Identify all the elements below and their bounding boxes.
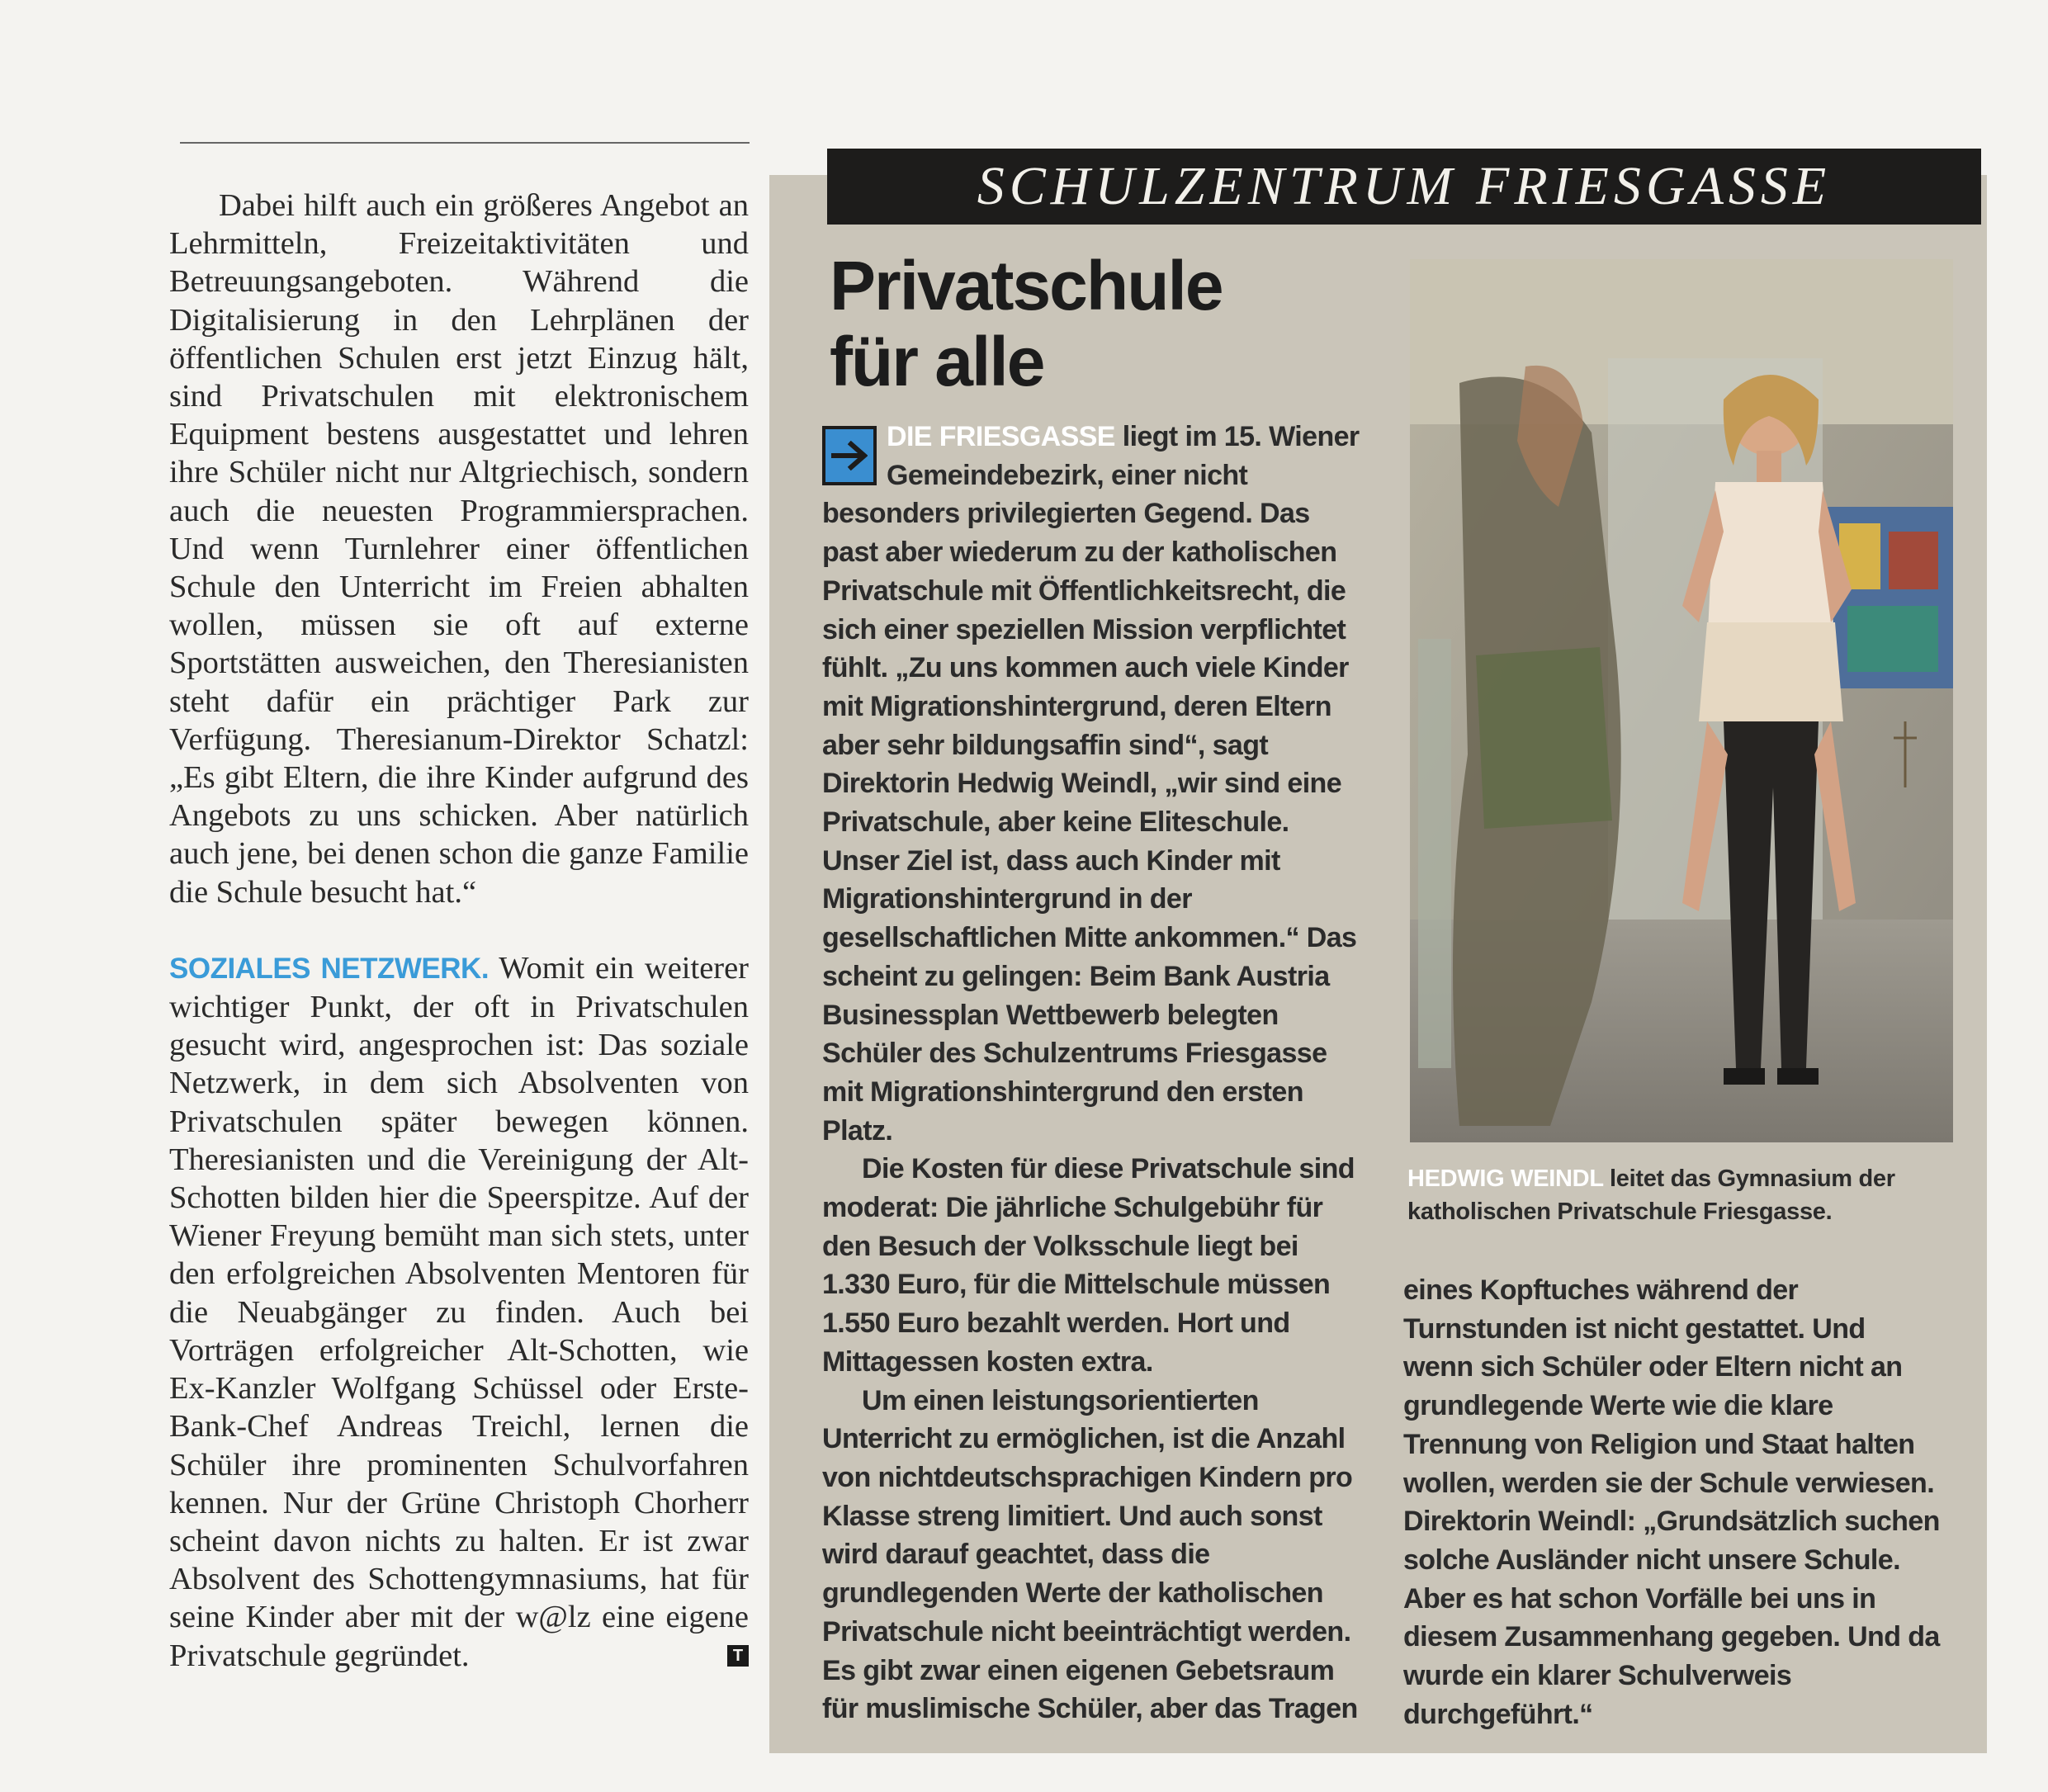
box-intro bbox=[822, 418, 1367, 1150]
caption-text: leitet das Gymnasium der katholischen Privatschule Friesgasse. bbox=[1407, 1166, 1895, 1225]
runin-heading: SOZIALES NETZWERK. bbox=[169, 952, 490, 985]
top-rule bbox=[180, 142, 750, 144]
headline-line-2: für alle bbox=[830, 323, 1044, 400]
box-headline bbox=[830, 248, 1374, 400]
box-text-right bbox=[1403, 1271, 1940, 1733]
left-paragraph-2 bbox=[169, 949, 749, 1675]
photo-caption bbox=[1407, 1162, 1952, 1228]
arrow-right-icon bbox=[822, 426, 877, 485]
box-kicker: DIE FRIESGASSE bbox=[887, 421, 1115, 452]
end-mark-icon: T bbox=[727, 1645, 749, 1667]
box-paragraph-4: eines Kopftuches während der Turnstunden ist nicht gestattet. Und wenn sich Schüler oder Eltern nicht an grundlegende Werte wie die klare Trennung von Religion und Staat halten wollen, werden sie der Schule verwiesen. Direktorin Weindl: „Grundsätzlich suchen solche Ausländer nicht unsere Schule. Aber es hat schon Vorfälle bei uns in diesem Zusammenhang gegeben. Und da wurde ein klarer Schulverweis durchgeführt.“ bbox=[1403, 1274, 1940, 1730]
box-intro-text: liegt im 15. Wiener Gemeindebezirk, einer nicht besonders privilegierten Gegend. Das past aber wiederum zu der katholischen Privatschule mit Öffentlichkeitsrecht, die sich einer speziellen Mission verpflichtet fühlt. „Zu uns kommen auch viele Kinder mit Migrationshintergrund, deren Eltern aber sehr bildungsaffin sind“, sagt Direktorin Hedwig Weindl, „wir sind eine Privatschule, aber keine Eliteschule. Unser Ziel ist, dass auch Kinder mit Migrationshintergrund in der gesellschaftlichen Mitte ankommen.“ Das scheint zu gelingen: Beim Bank Austria Businessplan Wettbewerb belegten Schüler des Schulzentrums Friesgasse mit Migrationshintergrund den ersten Platz. bbox=[822, 421, 1360, 1147]
headline-line-1: Privatschule bbox=[830, 247, 1223, 324]
photo-illustration bbox=[1410, 259, 1953, 1142]
box-title: SCHULZENTRUM FRIESGASSE bbox=[827, 149, 1981, 225]
left-paragraph-2-text: Womit ein weiterer wichtiger Punkt, der oft in Privatschulen gesucht wird, angesprochen ist: Das soziale Netzwerk, in dem sich Absolventen von Privatschulen später bewegen können. Theresianisten und die Vereinigung der Alt-Schotten bilden hier die Speerspitze. Auf der Wiener Freyung bemüht man sich stets, unter den erfolgreichen Absolventen Mentoren für die Neuabgänger zu finden. Auch bei Vorträgen erfolgreicher Alt-Schotten, wie Ex-Kanzler Wolfgang Schüssel oder Erste-Bank-Chef Andreas Treichl, lernen die Schüler ihre prominenten Schulvorfahren kennen. Nur der Grüne Christoph Chorherr scheint davon nichts zu halten. Er ist zwar Absolvent des Schottengymnasiums, hat für seine Kinder aber mit der w@lz eine eigene Privatschule gegründet. bbox=[169, 950, 750, 1673]
box-paragraph-2: Die Kosten für diese Privatschule sind moderat: Die jährliche Schulgebühr für den Besuch der Volksschule liegt bei 1.330 Euro, für die Mittelschule müssen 1.550 Euro bezahlt werden. Hort und Mittagessen kosten extra. bbox=[822, 1153, 1355, 1378]
portrait-photo bbox=[1410, 259, 1953, 1142]
box-text-left bbox=[822, 418, 1367, 1728]
left-article-column bbox=[169, 187, 749, 1675]
box-paragraph-3: Um einen leistungsorientierten Unterricht zu ermöglichen, ist die Anzahl von nichtdeutschsprachigen Kindern pro Klasse streng limitiert. Und auch sonst wird darauf geachtet, dass die grundlegenden Werte der katholischen Privatschule nicht beeinträchtigt werden. Es gibt zwar einen eigenen Gebetsraum für muslimische Schüler, aber das Tragen bbox=[822, 1384, 1358, 1725]
caption-name: HEDWIG WEINDL bbox=[1407, 1166, 1604, 1192]
left-paragraph-1: Dabei hilft auch ein größeres Angebot an Lehrmitteln, Freizeitaktivitäten und Betreuungsangeboten. Während die Digitalisierung in den Lehrplänen der öffentlichen Schulen erst jetzt Einzug hält, sind Privatschulen mit elektronischem Equipment bestens ausgestattet und lehren ihre Schüler nicht nur Altgriechisch, sondern auch die neuesten Programmiersprachen. Und wenn Turnlehrer einer öffentlichen Schule den Unterricht im Freien abhalten wollen, müssen sie oft auf externe Sportstätten ausweichen, den Theresianisten steht dafür ein prächtiger Park zur Verfügung. Theresianum-Direktor Schatzl: „Es gibt Eltern, die ihre Kinder aufgrund des Angebots zu uns schicken. Aber natürlich auch jene, bei denen schon die ganze Familie die Schule besucht hat.“ bbox=[169, 188, 749, 910]
